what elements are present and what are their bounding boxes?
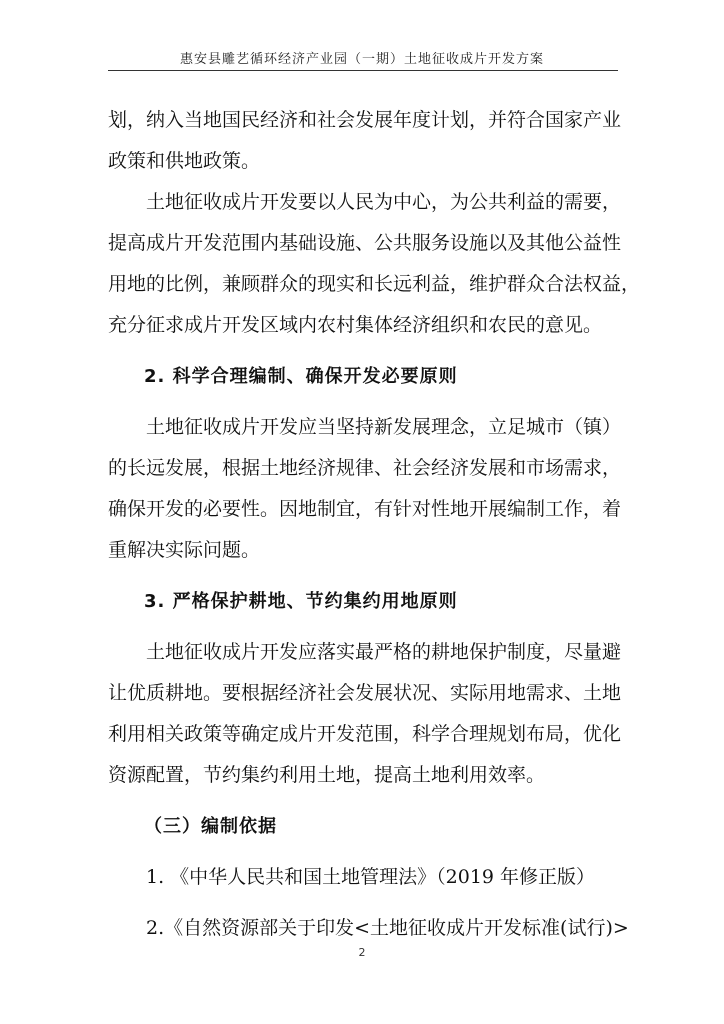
paragraph-line: 重解决实际问题。 — [108, 539, 261, 561]
paragraph-line: 政策和供地政策。 — [108, 150, 261, 172]
paragraph-line: 充分征求成片开发区域内农村集体经济组织和农民的意见。 — [108, 314, 603, 336]
paragraph-line: 利用相关政策等确定成片开发范围，科学合理规划布局，优化 — [108, 723, 622, 745]
paragraph-line: 土地征收成片开发应落实最严格的耕地保护制度，尽量避 — [146, 641, 622, 663]
paragraph-line: 用地的比例，兼顾群众的现实和长远利益，维护群众合法权益， — [108, 273, 641, 295]
paragraph-line: 确保开发的必要性。因地制宜，有针对性地开展编制工作，着 — [108, 498, 622, 520]
list-item: 2.《自然资源部关于印发<土地征收成片开发标准(试行)> — [146, 917, 629, 939]
page-number: 2 — [358, 946, 366, 959]
section-heading: （三）编制依据 — [144, 816, 277, 837]
list-item: 1. 《中华人民共和国土地管理法》（2019 年修正版） — [146, 866, 596, 888]
paragraph-line: 划，纳入当地国民经济和社会发展年度计划，并符合国家产业 — [108, 109, 622, 131]
paragraph-line: 资源配置，节约集约利用土地，提高土地利用效率。 — [108, 764, 546, 786]
paragraph-line: 提高成片开发范围内基础设施、公共服务设施以及其他公益性 — [108, 232, 622, 254]
paragraph-line: 让优质耕地。要根据经济社会发展状况、实际用地需求、土地 — [108, 682, 622, 704]
running-header: 惠安县雕艺循环经济产业园（一期）土地征收成片开发方案 — [179, 52, 544, 67]
section-heading: 2. 科学合理编制、确保开发必要原则 — [144, 366, 458, 387]
section-heading: 3. 严格保护耕地、节约集约用地原则 — [144, 591, 458, 612]
paragraph-line: 的长远发展，根据土地经济规律、社会经济发展和市场需求， — [108, 457, 622, 479]
document-body — [108, 100, 641, 949]
header-rule — [108, 70, 618, 71]
paragraph-line: 土地征收成片开发应当坚持新发展理念，立足城市（镇） — [146, 416, 622, 438]
paragraph-line: 土地征收成片开发要以人民为中心，为公共利益的需要， — [146, 191, 622, 213]
